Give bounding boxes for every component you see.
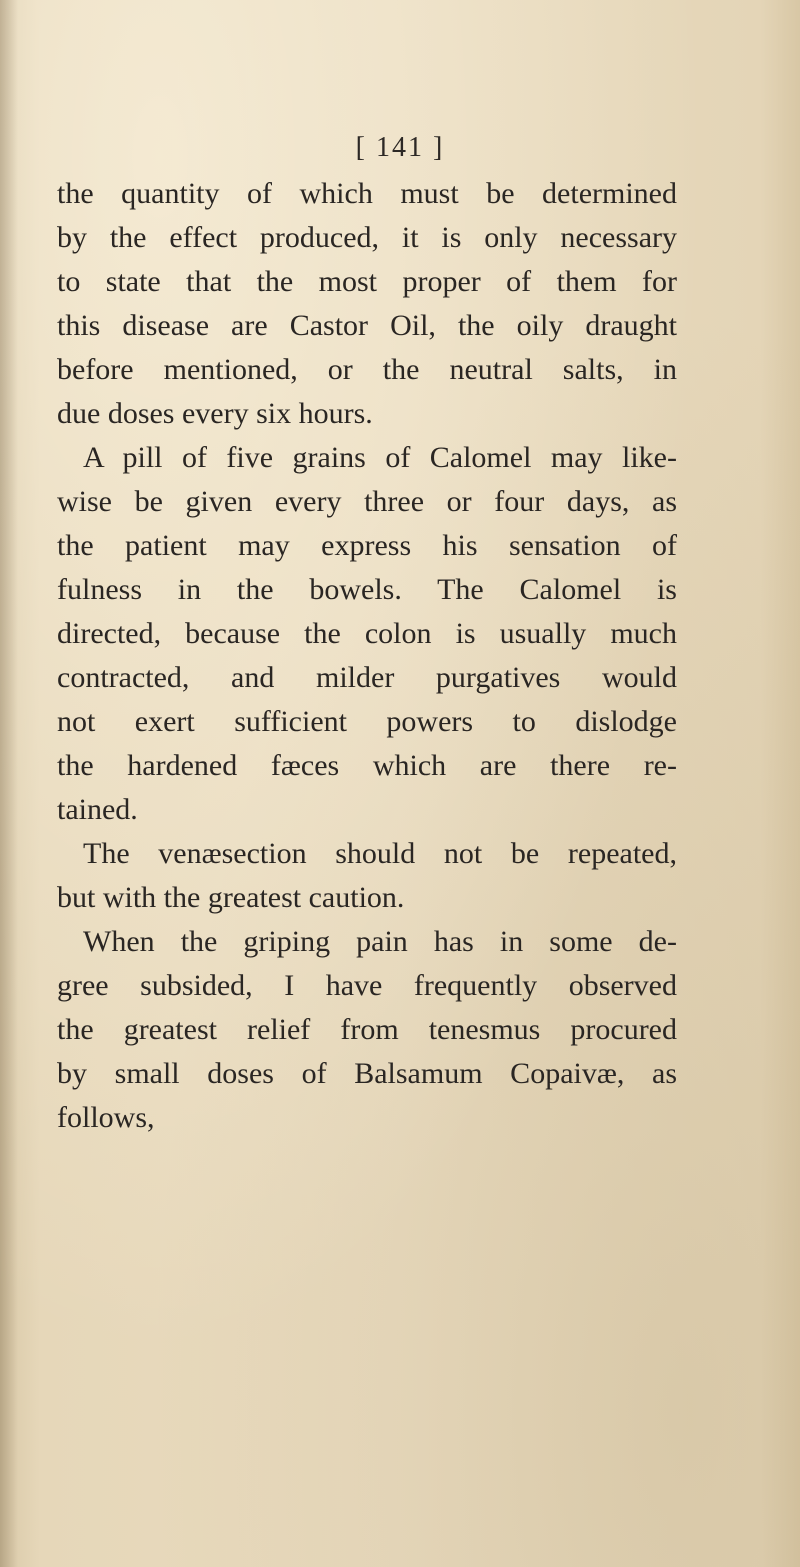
text-line: not exert sufficient powers to dislodge [57,705,677,738]
text-line: gree subsided, I have frequently observed [57,969,677,1002]
text-line: the quantity of which must be determined [57,177,677,210]
text-line: contracted, and milder purgatives would [57,661,677,694]
text-line: fulness in the bowels. The Calomel is [57,573,677,606]
text-line: before mentioned, or the neutral salts, in [57,353,677,386]
text-line: follows, [57,1101,155,1134]
text-line: When the griping pain has in some de- [83,925,677,958]
text-line: by the effect produced, it is only necessary [57,221,677,254]
text-line: this disease are Castor Oil, the oily draught [57,309,677,342]
text-line: by small doses of Balsamum Copaivæ, as [57,1057,677,1090]
text-line: the hardened fæces which are there re- [57,749,677,782]
text-line: A pill of five grains of Calomel may like- [83,441,677,474]
text-line: due doses every six hours. [57,397,373,430]
text-line: to state that the most proper of them for [57,265,677,298]
text-line: the greatest relief from tenesmus procured [57,1013,677,1046]
page-number: [ 141 ] [355,132,445,163]
text-line: directed, because the colon is usually much [57,617,677,650]
body-text [57,172,677,1140]
text-line: but with the greatest caution. [57,881,405,914]
text-line: The venæsection should not be repeated, [83,837,677,870]
text-line: the patient may express his sensation of [57,529,677,562]
text-line: tained. [57,793,138,826]
text-line: wise be given every three or four days, as [57,485,677,518]
page-gutter-shadow [0,0,18,1567]
